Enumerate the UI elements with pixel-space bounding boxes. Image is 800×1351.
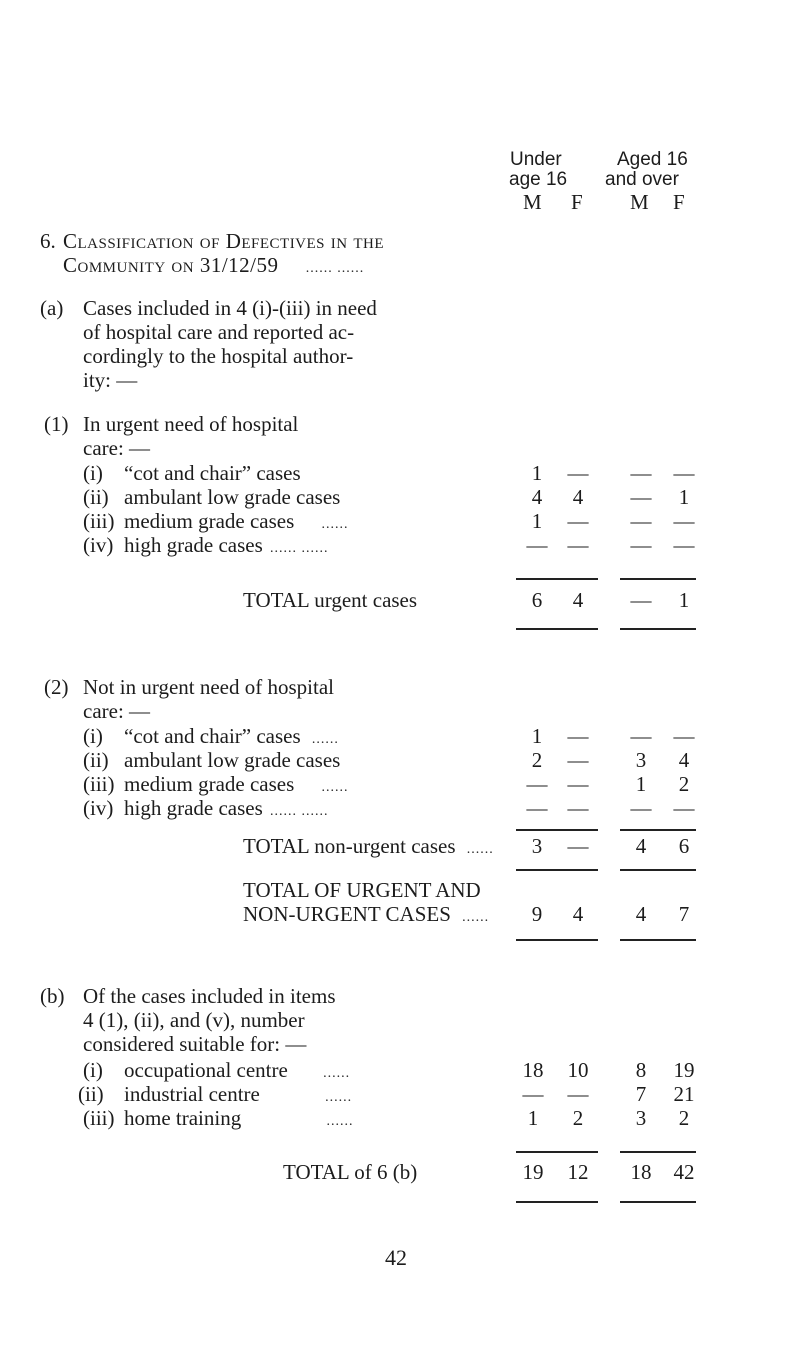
- value-cell: 19: [673, 1058, 695, 1082]
- value-cell: —: [567, 748, 589, 772]
- value-cell: 2: [531, 748, 543, 772]
- part-b-row-num: (iii): [83, 1106, 115, 1130]
- total-cell: 1: [678, 588, 690, 612]
- value-cell: 21: [673, 1082, 695, 1106]
- total-cell: 18: [630, 1160, 652, 1184]
- grand-total-label-line1: TOTAL OF URGENT AND: [243, 878, 481, 902]
- value-cell: —: [526, 772, 548, 796]
- part-b-row-label-wrap: [124, 1084, 352, 1105]
- value-cell: 1: [527, 1106, 539, 1130]
- group2-row-label: high grade cases: [124, 796, 263, 820]
- value-cell: 2: [572, 1106, 584, 1130]
- rule-under-bottom: [516, 628, 598, 630]
- value-cell: —: [522, 1082, 544, 1106]
- part-a-line4: ity: —: [83, 368, 138, 392]
- part-a-line2: of hospital care and reported ac-: [83, 320, 355, 344]
- total-cell: 42: [673, 1160, 695, 1184]
- part-a-line1: Cases included in 4 (i)-(iii) in need: [83, 296, 377, 320]
- value-cell: —: [673, 724, 695, 748]
- value-cell: 4: [531, 485, 543, 509]
- leader-dots: ......: [321, 517, 349, 532]
- leader-dots: ......: [311, 732, 339, 747]
- grand-total-cell: 4: [635, 902, 647, 926]
- rule-under-mid: [516, 869, 598, 871]
- group2-row-num: (iv): [83, 796, 114, 820]
- section-title-line2: Community on 31/12/59: [63, 253, 279, 277]
- value-cell: 3: [635, 1106, 647, 1130]
- value-cell: 7: [635, 1082, 647, 1106]
- value-cell: —: [630, 724, 652, 748]
- value-cell: 1: [531, 724, 543, 748]
- group2-title-line2: care: —: [83, 699, 151, 723]
- value-cell: 10: [567, 1058, 589, 1082]
- total-cell: 19: [522, 1160, 544, 1184]
- value-cell: —: [567, 509, 589, 533]
- part-b-line3: considered suitable for: —: [83, 1032, 307, 1056]
- total-cell: 6: [531, 588, 543, 612]
- rule-over-top: [620, 578, 696, 580]
- part-b-row-label-wrap: [124, 1108, 353, 1129]
- grand-total-label-line2: NON-URGENT CASES: [243, 902, 451, 926]
- rule-under-top: [516, 829, 598, 831]
- value-cell: —: [673, 509, 695, 533]
- rule-over-bottom: [620, 939, 696, 941]
- group1-row-num: (iv): [83, 533, 114, 557]
- value-cell: 1: [678, 485, 690, 509]
- group2-row-label-wrap: [124, 798, 329, 819]
- value-cell: —: [526, 796, 548, 820]
- part-b-row-label: home training: [124, 1106, 242, 1130]
- group2-title-line1: Not in urgent need of hospital: [83, 675, 334, 699]
- rule-under-top: [516, 1151, 598, 1153]
- header-aged16: Aged 16: [617, 149, 688, 170]
- group1-total-label: TOTAL urgent cases: [243, 588, 418, 612]
- value-cell: —: [567, 796, 589, 820]
- value-cell: 4: [572, 485, 584, 509]
- group2-row-label: medium grade cases: [124, 772, 295, 796]
- rule-under-bottom: [516, 939, 598, 941]
- total-cell: —: [630, 588, 652, 612]
- leader-dots: ......: [321, 780, 349, 795]
- group1-label: (1): [44, 412, 69, 436]
- header-m-over: M: [630, 190, 649, 214]
- rule-under-top: [516, 578, 598, 580]
- value-cell: —: [673, 461, 695, 485]
- group1-row-label-wrap: [124, 511, 349, 532]
- group2-row-label-wrap: [124, 774, 349, 795]
- part-b-total-label: TOTAL of 6 (b): [283, 1160, 418, 1184]
- grand-total-cell: 4: [572, 902, 584, 926]
- leader-dots: ...... ......: [270, 804, 329, 819]
- total-cell: —: [567, 834, 589, 858]
- group1-row-label: high grade cases: [124, 533, 263, 557]
- group2-row-label-wrap: [124, 726, 339, 747]
- value-cell: 4: [678, 748, 690, 772]
- leader-dots: ......: [462, 910, 490, 925]
- leader-dots: ......: [325, 1090, 353, 1105]
- group2-total-label: TOTAL non-urgent cases: [243, 834, 456, 858]
- value-cell: 2: [678, 772, 690, 796]
- group1-row-num: (iii): [83, 509, 115, 533]
- value-cell: —: [526, 533, 548, 557]
- leader-dots: ......: [323, 1066, 351, 1081]
- group1-row-num: (ii): [83, 485, 109, 509]
- rule-over-mid: [620, 869, 696, 871]
- total-cell: 6: [678, 834, 690, 858]
- part-b-label: (b): [40, 984, 65, 1008]
- leader-dots: ......: [326, 1114, 354, 1129]
- group1-row-num: (i): [83, 461, 103, 485]
- group2-row-label: “cot and chair” cases: [124, 724, 301, 748]
- value-cell: 1: [531, 509, 543, 533]
- rule-under-bottom: [516, 1201, 598, 1203]
- part-b-row-label: industrial centre: [124, 1082, 260, 1106]
- rule-over-top: [620, 1151, 696, 1153]
- header-and-over: and over: [605, 169, 679, 190]
- section-title-line1: Classification of Defectives in the: [63, 229, 385, 253]
- group1-row-label-wrap: [124, 535, 329, 556]
- value-cell: —: [673, 796, 695, 820]
- value-cell: 2: [678, 1106, 690, 1130]
- section-leader: ...... ......: [305, 261, 365, 276]
- part-b-row-num: (ii): [78, 1082, 104, 1106]
- value-cell: —: [630, 509, 652, 533]
- part-a-line3: cordingly to the hospital author-: [83, 344, 354, 368]
- grand-total-cell: 7: [678, 902, 690, 926]
- page-number: 42: [385, 1245, 407, 1270]
- section-title-line2-wrap: [63, 255, 364, 276]
- section-number: 6.: [40, 229, 56, 253]
- group1-title-line1: In urgent need of hospital: [83, 412, 299, 436]
- value-cell: —: [567, 724, 589, 748]
- total-cell: 3: [531, 834, 543, 858]
- leader-dots: ...... ......: [270, 541, 329, 556]
- value-cell: —: [630, 533, 652, 557]
- group2-row-num: (i): [83, 724, 103, 748]
- part-b-row-label: occupational centre: [124, 1058, 288, 1082]
- part-a-label: (a): [40, 296, 64, 320]
- header-f-under: F: [571, 190, 583, 214]
- rule-over-top: [620, 829, 696, 831]
- value-cell: —: [567, 461, 589, 485]
- value-cell: —: [567, 1082, 589, 1106]
- total-cell: 4: [635, 834, 647, 858]
- group1-title-line2: care: —: [83, 436, 151, 460]
- value-cell: —: [673, 533, 695, 557]
- value-cell: 3: [635, 748, 647, 772]
- value-cell: —: [630, 485, 652, 509]
- grand-total-label-wrap: [243, 904, 489, 925]
- leader-dots: ......: [466, 842, 494, 857]
- total-cell: 4: [572, 588, 584, 612]
- header-age16: age 16: [509, 169, 568, 190]
- group2-label: (2): [44, 675, 69, 699]
- total-cell: 12: [567, 1160, 589, 1184]
- value-cell: —: [630, 461, 652, 485]
- header-f-over: F: [673, 190, 685, 214]
- rule-over-bottom: [620, 1201, 696, 1203]
- value-cell: 1: [635, 772, 647, 796]
- group2-total-wrap: [83, 836, 494, 857]
- group2-row-num: (iii): [83, 772, 115, 796]
- group1-row-label: medium grade cases: [124, 509, 295, 533]
- part-b-row-label-wrap: [124, 1060, 350, 1081]
- value-cell: —: [630, 796, 652, 820]
- grand-total-cell: 9: [531, 902, 543, 926]
- header-m-under: M: [523, 190, 542, 214]
- value-cell: —: [567, 533, 589, 557]
- group1-row-label: “cot and chair” cases: [124, 461, 301, 485]
- group2-row-label: ambulant low grade cases: [124, 748, 341, 772]
- header-under: Under: [510, 149, 562, 170]
- part-b-row-num: (i): [83, 1058, 103, 1082]
- rule-over-bottom: [620, 628, 696, 630]
- value-cell: 18: [522, 1058, 544, 1082]
- group2-row-num: (ii): [83, 748, 109, 772]
- value-cell: 8: [635, 1058, 647, 1082]
- value-cell: —: [567, 772, 589, 796]
- value-cell: 1: [531, 461, 543, 485]
- part-b-line1: Of the cases included in items: [83, 984, 336, 1008]
- group1-row-label: ambulant low grade cases: [124, 485, 341, 509]
- part-b-line2: 4 (1), (ii), and (v), number: [83, 1008, 305, 1032]
